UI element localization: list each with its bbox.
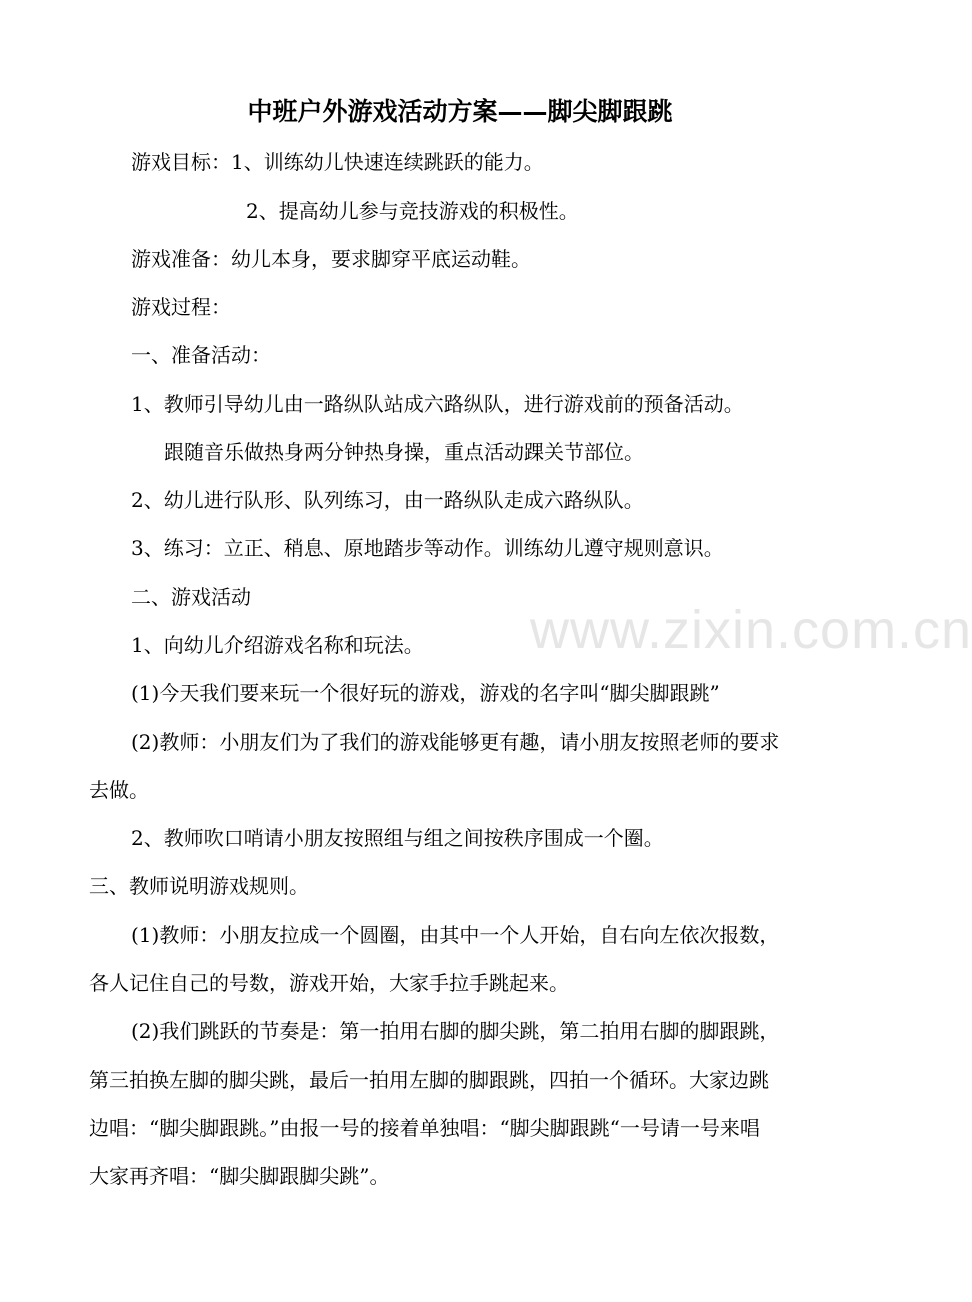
- step-1-line: 1、教师引导幼儿由一路纵队站成六路纵队，进行游戏前的预备活动。: [131, 392, 744, 416]
- document-title: 中班户外游戏活动方案——脚尖脚跟跳: [247, 97, 673, 126]
- process-heading: 游戏过程：: [131, 295, 231, 319]
- section-2-heading: 二、游戏活动: [131, 585, 251, 609]
- step-2-line: 2、幼儿进行队形、队列练习，由一路纵队走成六路纵队。: [131, 488, 644, 512]
- whistle-line: 2、教师吹口哨请小朋友按照组与组之间按秩序围成一个圈。: [131, 826, 664, 850]
- rule-2-line: (2)我们跳跃的节奏是：第一拍用右脚的脚尖跳，第二拍用右脚的脚跟跳，: [131, 1019, 780, 1043]
- watermark: www.zixin.com.cn: [530, 600, 972, 660]
- preparation-line: 游戏准备：幼儿本身，要求脚穿平底运动鞋。: [131, 247, 531, 271]
- step-1-continuation: 跟随音乐做热身两分钟热身操，重点活动踝关节部位。: [164, 440, 644, 464]
- intro-line: 1、向幼儿介绍游戏名称和玩法。: [131, 633, 424, 657]
- intro-sub-1: (1)今天我们要来玩一个很好玩的游戏，游戏的名字叫“脚尖脚跟跳”: [131, 681, 720, 705]
- rule-2-continuation-3: 大家再齐唱：“脚尖脚跟脚尖跳”。: [89, 1164, 390, 1188]
- intro-sub-2-continuation: 去做。: [89, 778, 149, 802]
- step-3-line: 3、练习：立正、稍息、原地踏步等动作。训练幼儿遵守规则意识。: [131, 536, 724, 560]
- intro-sub-2: (2)教师：小朋友们为了我们的游戏能够更有趣，请小朋友按照老师的要求: [131, 730, 780, 754]
- goal-line-2: 2、提高幼儿参与竞技游戏的积极性。: [246, 199, 579, 223]
- rule-1-continuation: 各人记住自己的号数，游戏开始，大家手拉手跳起来。: [89, 971, 569, 995]
- goal-line-1: 游戏目标：1、训练幼儿快速连续跳跃的能力。: [131, 150, 544, 174]
- rule-2-continuation-1: 第三拍换左脚的脚尖跳，最后一拍用左脚的脚跟跳，四拍一个循环。大家边跳: [89, 1068, 769, 1092]
- rule-2-continuation-2: 边唱：“脚尖脚跟跳。”由报一号的接着单独唱：“脚尖脚跟跳“一号请一号来唱: [89, 1116, 760, 1140]
- section-3-heading: 三、教师说明游戏规则。: [89, 874, 309, 898]
- rule-1-line: (1)教师：小朋友拉成一个圆圈，由其中一个人开始，自右向左依次报数，: [131, 923, 780, 947]
- section-1-heading: 一、准备活动：: [131, 343, 271, 367]
